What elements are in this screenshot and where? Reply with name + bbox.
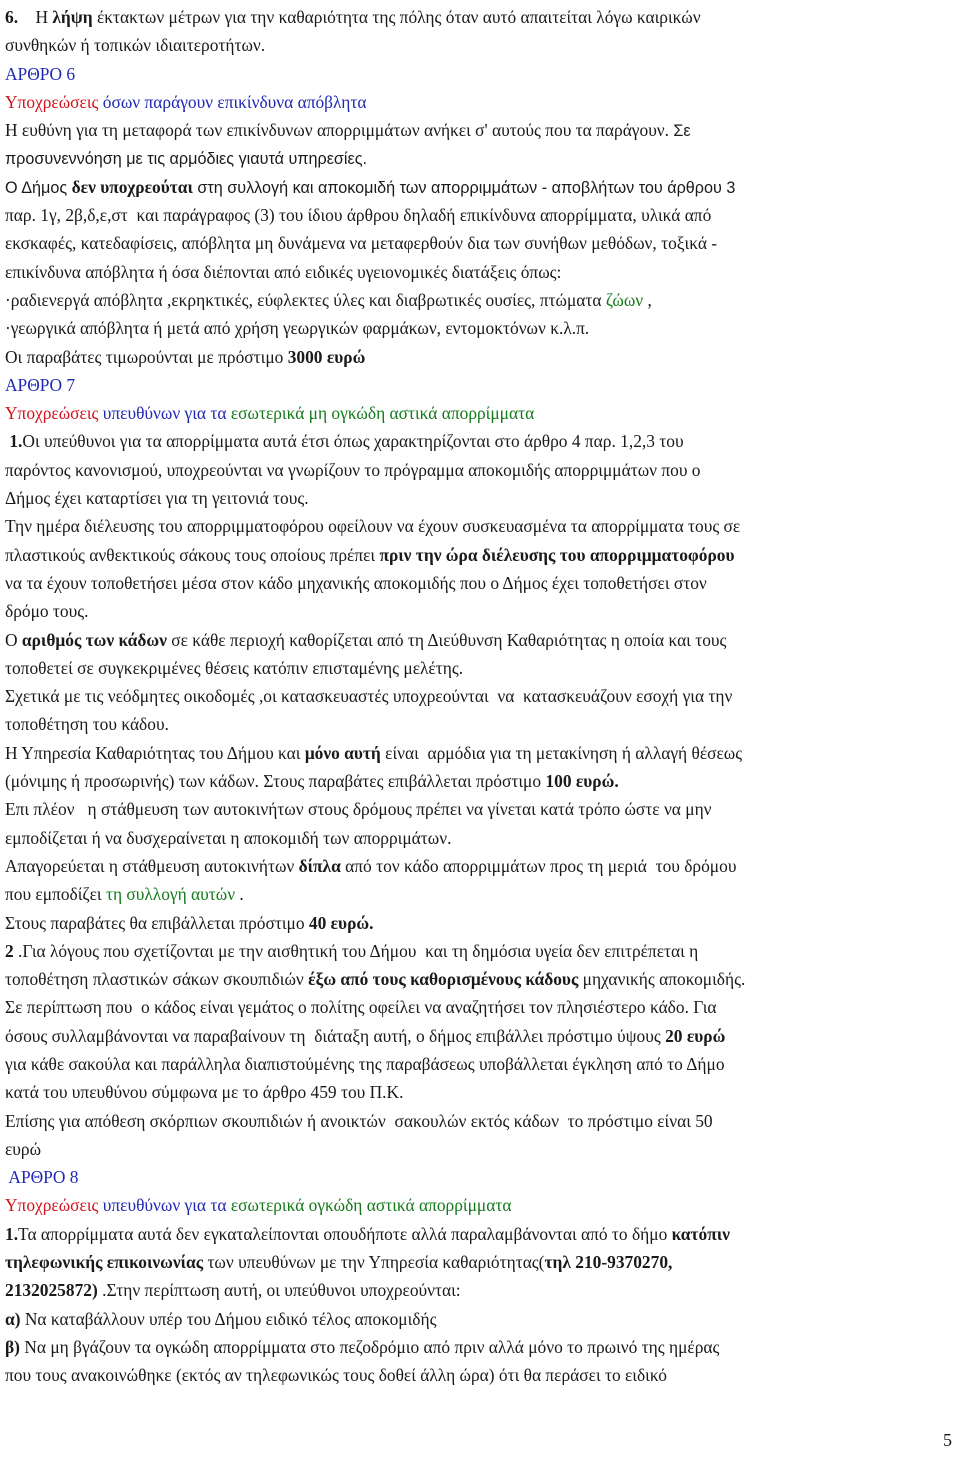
text-segment: 100 ευρώ. — [545, 771, 619, 792]
text-segment: 1. — [5, 431, 23, 452]
text-line — [5, 1305, 955, 1333]
text-line — [5, 739, 955, 767]
text-segment: τηλ 210-9370270, — [544, 1252, 673, 1273]
text-segment: που τους ανακοινώθηκε (εκτός αν τηλεφωνικώς τους δοθεί άλλη ώρα) ότι θα περάσει το ειδικό — [5, 1365, 667, 1386]
text-line — [5, 88, 955, 116]
text-segment: 2132025872) — [5, 1280, 98, 1301]
text-segment: στη συλλογή και αποκομιδή των απορριμμάτων - αποβλήτων του άρθρου 3 — [192, 178, 736, 197]
text-segment: εσωτερικά μη ογκώδη αστικά απορρίμματα — [230, 403, 535, 424]
text-line — [5, 909, 955, 937]
text-segment: τη συλλογή αυτών — [105, 884, 236, 905]
text-segment: (μόνιμης ή προσωρινής) των κάδων. Στους παραβάτες επιβάλλεται πρόστιμο — [5, 771, 546, 792]
text-line — [5, 116, 955, 144]
text-line — [5, 371, 955, 399]
text-segment: εσωτερικά ογκώδη αστικά απορρίμματα — [230, 1195, 512, 1216]
text-segment: Να καταβάλλουν υπέρ του Δήμου ειδικό τέλος αποκομιδής — [20, 1308, 437, 1329]
text-line — [5, 626, 955, 654]
text-segment: δίπλα — [298, 855, 341, 876]
text-line — [5, 427, 955, 455]
text-segment: τοποθέτηση πλαστικών σάκων σκουπιδιών — [5, 969, 309, 990]
text-line — [5, 314, 955, 342]
text-segment: Οι παραβάτες τιμωρούνται με πρόστιμο — [5, 346, 288, 367]
text-segment: β) — [5, 1336, 20, 1357]
text-segment: των υπευθύνων με την Υπηρεσία καθαριότητας( — [203, 1252, 545, 1273]
text-line — [5, 1248, 955, 1276]
text-segment: Να μη βγάζουν τα ογκώδη απορρίμματα στο πεζοδρόμιο από πριν αλλά μόνο το πρωινό της ημέρας — [19, 1336, 720, 1357]
text-line — [5, 144, 955, 172]
text-segment: 3000 ευρώ — [287, 346, 366, 367]
text-segment: 6. — [5, 7, 19, 27]
text-segment: Ο — [5, 629, 22, 650]
text-segment: ·ραδιενεργά απόβλητα ,εκρηκτικές, εύφλεκτες ύλες και διαβρωτικές ουσίες, πτώματα — [5, 289, 606, 310]
text-segment: τηλεφωνικής επικοινωνίας — [5, 1252, 204, 1273]
text-segment: Υποχρεώσεις — [5, 403, 99, 424]
text-segment: επικίνδυνα απόβλητα ή όσα διέπονται από ειδικές υγειονομικές διατάξεις όπως: — [5, 261, 562, 282]
text-segment: ΑΡΘΡΟ 8 — [5, 1167, 79, 1188]
text-segment: όσων παράγουν επικίνδυνα απόβλητα — [98, 91, 367, 112]
text-line — [5, 286, 955, 314]
text-segment: Η Υπηρεσία Καθαριότητας του Δήμου και — [5, 742, 305, 763]
text-line — [5, 937, 955, 965]
text-segment: Επι πλέον η στάθμευση των αυτοκινήτων στους δρόμους πρέπει να γίνεται κατά τρόπο ώστε να μην — [5, 799, 712, 820]
text-line — [5, 1361, 955, 1389]
text-line — [5, 201, 955, 229]
text-segment: 1. — [5, 1223, 19, 1244]
text-segment: υπευθύνων για τα — [98, 1195, 231, 1216]
text-line — [5, 484, 955, 512]
text-segment: πλαστικούς ανθεκτικούς σάκους τους οποίους πρέπει — [5, 544, 380, 565]
text-segment: υπευθύνων για τα — [98, 403, 231, 424]
text-segment: Απαγορεύεται η στάθμευση αυτοκινήτων — [5, 855, 299, 876]
text-segment: Σε περίπτωση που ο κάδος είναι γεμάτος ο πολίτης οφείλει να αναζητήσει τον πλησιέστερο κάδο. Για — [5, 997, 717, 1018]
text-segment: 20 ευρώ — [665, 1025, 726, 1046]
text-segment: έξω από τους καθορισμένους κάδους — [308, 969, 579, 990]
text-segment: τοποθέτηση του κάδου. — [5, 714, 169, 735]
text-line — [5, 258, 955, 286]
text-segment: Υποχρεώσεις — [5, 91, 99, 112]
text-line — [5, 824, 955, 852]
text-line — [5, 1163, 955, 1191]
text-segment: όσους συλλαμβάνονται να παραβαίνουν τη διάταξη αυτή, ο δήμος επιβάλλει πρόστιμο ύψους — [5, 1025, 666, 1046]
text-line — [5, 1078, 955, 1106]
text-segment: παρ. 1γ, 2β,δ,ε,στ και παράγραφος (3) του ίδιου άρθρου δηλαδή επικίνδυνα απορρίμματα, υλικά από — [5, 205, 712, 226]
text-line — [5, 852, 955, 880]
text-line — [5, 1220, 955, 1248]
text-line — [5, 512, 955, 540]
text-segment: Την ημέρα διέλευσης του απορριμματοφόρου οφείλουν να έχουν συσκευασμένα τα απορρίμματα τους σε — [5, 516, 741, 537]
text-segment: Σε — [673, 122, 691, 141]
text-segment: 40 ευρώ. — [308, 912, 374, 933]
text-segment: α) — [5, 1308, 21, 1329]
text-line — [5, 399, 955, 427]
text-segment: Στους παραβάτες θα επιβάλλεται πρόστιμο — [5, 912, 309, 933]
text-segment: κατά του υπευθύνου σύμφωνα με το άρθρο 459 του Π.Κ. — [5, 1082, 404, 1103]
text-line — [5, 173, 955, 201]
text-segment: Τα απορρίμματα αυτά δεν εγκαταλείπονται οπουδήποτε αλλά παραλαμβάνονται από το δήμο — [18, 1223, 672, 1244]
text-segment: συνθηκών ή τοπικών ιδιαιτεροτήτων. — [5, 35, 266, 56]
text-segment: από τον κάδο απορριμμάτων προς τη μεριά του δρόμου — [340, 855, 737, 876]
text-line — [5, 456, 955, 484]
text-segment: ·γεωργικά απόβλητα ή μετά από χρήση γεωργικών φαρμάκων, εντομοκτόνων κ.λ.π. — [5, 318, 590, 339]
text-segment: τοποθετεί σε συγκεκριμένες θέσεις κατόπιν επισταμένης μελέτης. — [5, 657, 464, 678]
text-line — [5, 710, 955, 738]
text-segment: είναι αρμόδια για τη μετακίνηση ή αλλαγή θέσεως — [380, 742, 743, 763]
text-line — [5, 3, 955, 31]
text-segment: , — [643, 289, 652, 310]
text-line — [5, 1276, 955, 1304]
text-segment: για κάθε σακούλα και παράλληλα διαπιστούμένης της παραβάσεως υποβάλλεται έγκληση από το Δήμο — [5, 1053, 725, 1074]
text-segment: Η — [18, 7, 53, 27]
text-segment: .Για λόγους που σχετίζονται με την αισθητική του Δήμου και τη δημόσια υγεία δεν επιτρέπεται η — [13, 940, 699, 961]
text-segment: δρόμο τους. — [5, 601, 89, 622]
text-line — [5, 654, 955, 682]
text-segment: προσυνεννόηση με τις αρμόδιες γιαυτά υπηρεσίες. — [5, 150, 368, 169]
text-segment: ζώων — [605, 289, 644, 310]
text-segment: Οι υπεύθυνοι για τα απορρίμματα αυτά έτσι όπως χαρακτηρίζονται στο άρθρο 4 παρ. 1,2,3 του — [22, 431, 684, 452]
text-segment: .Στην περίπτωση αυτή, οι υπεύθυνοι υποχρεούνται: — [97, 1280, 461, 1301]
text-segment: λήψη — [52, 7, 93, 27]
text-line — [5, 1135, 955, 1163]
text-line — [5, 60, 955, 88]
text-line — [5, 767, 955, 795]
text-line — [5, 31, 955, 59]
text-segment: ΑΡΘΡΟ 7 — [5, 374, 76, 395]
text-segment: Ο Δήμος — [5, 178, 72, 197]
text-segment: εμποδίζεται ή να δυσχεραίνεται η αποκομιδή των απορριμάτων. — [5, 827, 452, 848]
text-line — [5, 1333, 955, 1361]
text-segment: έκτακτων μέτρων για την καθαριότητα της πόλης όταν αυτό απαιτείται λόγω καιρικών — [92, 7, 701, 27]
text-segment: Υποχρεώσεις — [5, 1195, 99, 1216]
text-line — [5, 1107, 955, 1135]
page-number: 5 — [943, 1430, 952, 1450]
text-line — [5, 569, 955, 597]
text-segment: 2 — [5, 940, 14, 961]
text-line — [5, 682, 955, 710]
text-line — [5, 597, 955, 625]
text-segment: πριν την ώρα διέλευσης του απορριμματοφόρου — [379, 544, 735, 565]
text-segment: αριθμός των κάδων — [21, 629, 167, 650]
text-line — [5, 965, 955, 993]
text-segment: να τα έχουν τοποθετήσει μέσα στον κάδο μηχανικής αποκομιδής που ο Δήμος έχει τοποθετήσει στον — [5, 572, 707, 593]
text-segment: σε κάθε περιοχή καθορίζεται από τη Διεύθυνση Καθαριότητας η οποία και τους — [166, 629, 727, 650]
text-segment: Η ευθύνη για τη μεταφορά των επικίνδυνων απορριμμάτων ανήκει σ' αυτούς που τα παράγουν. — [5, 120, 674, 141]
text-segment: κατόπιν — [671, 1223, 730, 1244]
text-line — [5, 880, 955, 908]
text-line — [5, 1022, 955, 1050]
text-segment: εκσκαφές, κατεδαφίσεις, απόβλητα μη δυνάμενα να μεταφερθούν δια των συνήθων μεθόδων, τοξικά - — [5, 233, 718, 254]
document-body — [5, 3, 955, 1390]
text-segment: Επίσης για απόθεση σκόρπιων σκουπιδιών ή ανοικτών σακουλών εκτός κάδων το πρόστιμο είναι 50 — [5, 1110, 713, 1131]
text-segment: που εμποδίζει — [5, 884, 106, 905]
text-line — [5, 541, 955, 569]
text-segment: ΑΡΘΡΟ 6 — [5, 63, 76, 84]
text-segment: Σχετικά με τις νεόδμητες οικοδομές ,οι κατασκευαστές υποχρεούνται να κατασκευάζουν εσοχή για την — [5, 686, 733, 707]
text-segment: . — [235, 884, 244, 905]
text-segment: παρόντος κανονισμού, υποχρεούνται να γνωρίζουν το πρόγραμμα αποκομιδής απορριμμάτων που ο — [5, 459, 701, 480]
text-line — [5, 993, 955, 1021]
text-segment: Δήμος έχει καταρτίσει για τη γειτονιά τους. — [5, 488, 309, 509]
text-line — [5, 1050, 955, 1078]
text-line — [5, 1191, 955, 1219]
text-segment: ευρώ — [5, 1138, 42, 1159]
text-segment: δεν υποχρεούται — [71, 176, 193, 197]
text-line — [5, 343, 955, 371]
text-line — [5, 795, 955, 823]
text-segment: μόνο αυτή — [304, 742, 381, 763]
text-line — [5, 229, 955, 257]
text-segment: μηχανικής αποκομιδής. — [578, 969, 746, 990]
